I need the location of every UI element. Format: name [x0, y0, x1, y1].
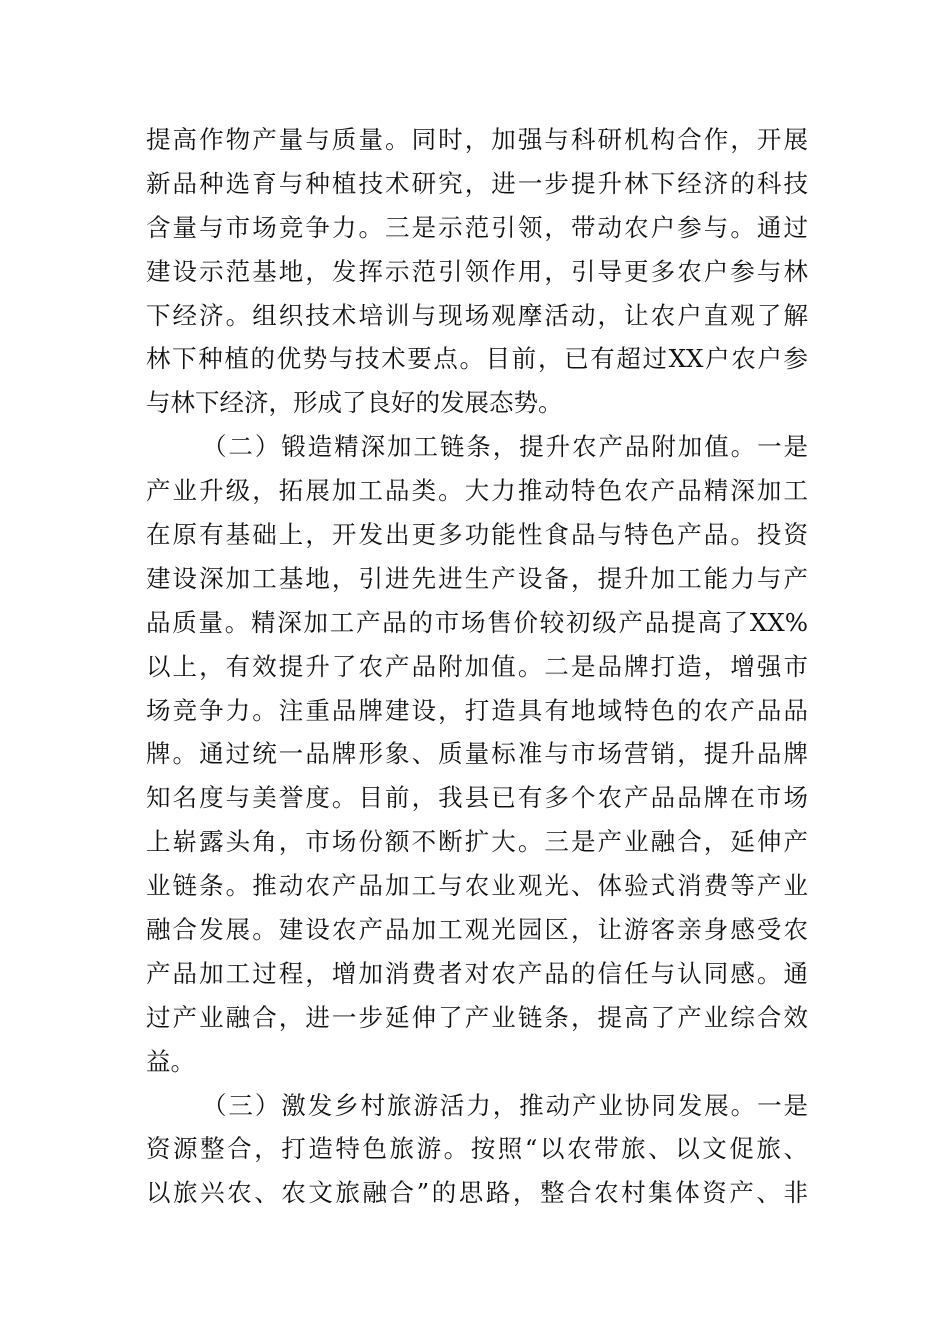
text-line: 在原有基础上，开发出更多功能性食品与特色产品。投资	[146, 520, 808, 550]
section-heading-line: （二）锻造精深加工链条，提升农产品附加值。一是	[202, 432, 808, 462]
text-line: 以上，有效提升了农产品附加值。二是品牌打造，增强市	[146, 651, 808, 681]
text-line: 融合发展。建设农产品加工观光园区，让游客亲身感受农	[146, 915, 808, 945]
text-line: 含量与市场竞争力。三是示范引领，带动农户参与。通过	[146, 212, 808, 242]
paragraph-2	[146, 425, 808, 1083]
text-line: 上崭露头角，市场份额不断扩大。三是产业融合，延伸产	[146, 827, 808, 857]
text-line: 新品种选育与种植技术研究，进一步提升林下经济的科技	[146, 168, 808, 198]
text-line: 建设示范基地，发挥示范引领作用，引导更多农户参与林	[146, 256, 808, 286]
text-line: 建设深加工基地，引进先进生产设备，提升加工能力与产	[146, 563, 808, 593]
text-line: 过产业融合，进一步延伸了产业链条，提高了产业综合效	[146, 1002, 808, 1032]
text-line: 下经济。组织技术培训与现场观摩活动，让农户直观了解	[146, 300, 808, 330]
text-line: 业链条。推动农产品加工与农业观光、体验式消费等产业	[146, 871, 808, 901]
text-line: 益。	[146, 1046, 195, 1076]
text-line: 资源整合，打造特色旅游。按照“以农带旅、以文促旅、	[146, 1134, 808, 1164]
text-line: 提高作物产量与质量。同时，加强与科研机构合作，开展	[146, 125, 808, 154]
document-body	[146, 118, 808, 1215]
paragraph-1	[146, 118, 808, 425]
section-heading-line: （三）激发乡村旅游活力，推动产业协同发展。一是	[202, 1090, 808, 1120]
paragraph-3	[146, 1084, 808, 1216]
text-line: 产业升级，拓展加工品类。大力推动特色农产品精深加工	[146, 476, 808, 506]
text-line: 牌。通过统一品牌形象、质量标准与市场营销，提升品牌	[146, 739, 808, 769]
text-line: 产品加工过程，增加消费者对农产品的信任与认同感。通	[146, 958, 808, 988]
text-line: 知名度与美誉度。目前，我县已有多个农产品品牌在市场	[146, 783, 808, 813]
text-line: 林下种植的优势与技术要点。目前，已有超过XX户农户参	[146, 344, 808, 374]
text-line: 与林下经济，形成了良好的发展态势。	[146, 388, 563, 418]
text-line: 以旅兴农、农文旅融合”的思路，整合农村集体资产、非	[146, 1178, 808, 1208]
text-line: 场竞争力。注重品牌建设，打造具有地域特色的农产品品	[146, 695, 808, 725]
text-line: 品质量。精深加工产品的市场售价较初级产品提高了XX%	[146, 607, 808, 637]
